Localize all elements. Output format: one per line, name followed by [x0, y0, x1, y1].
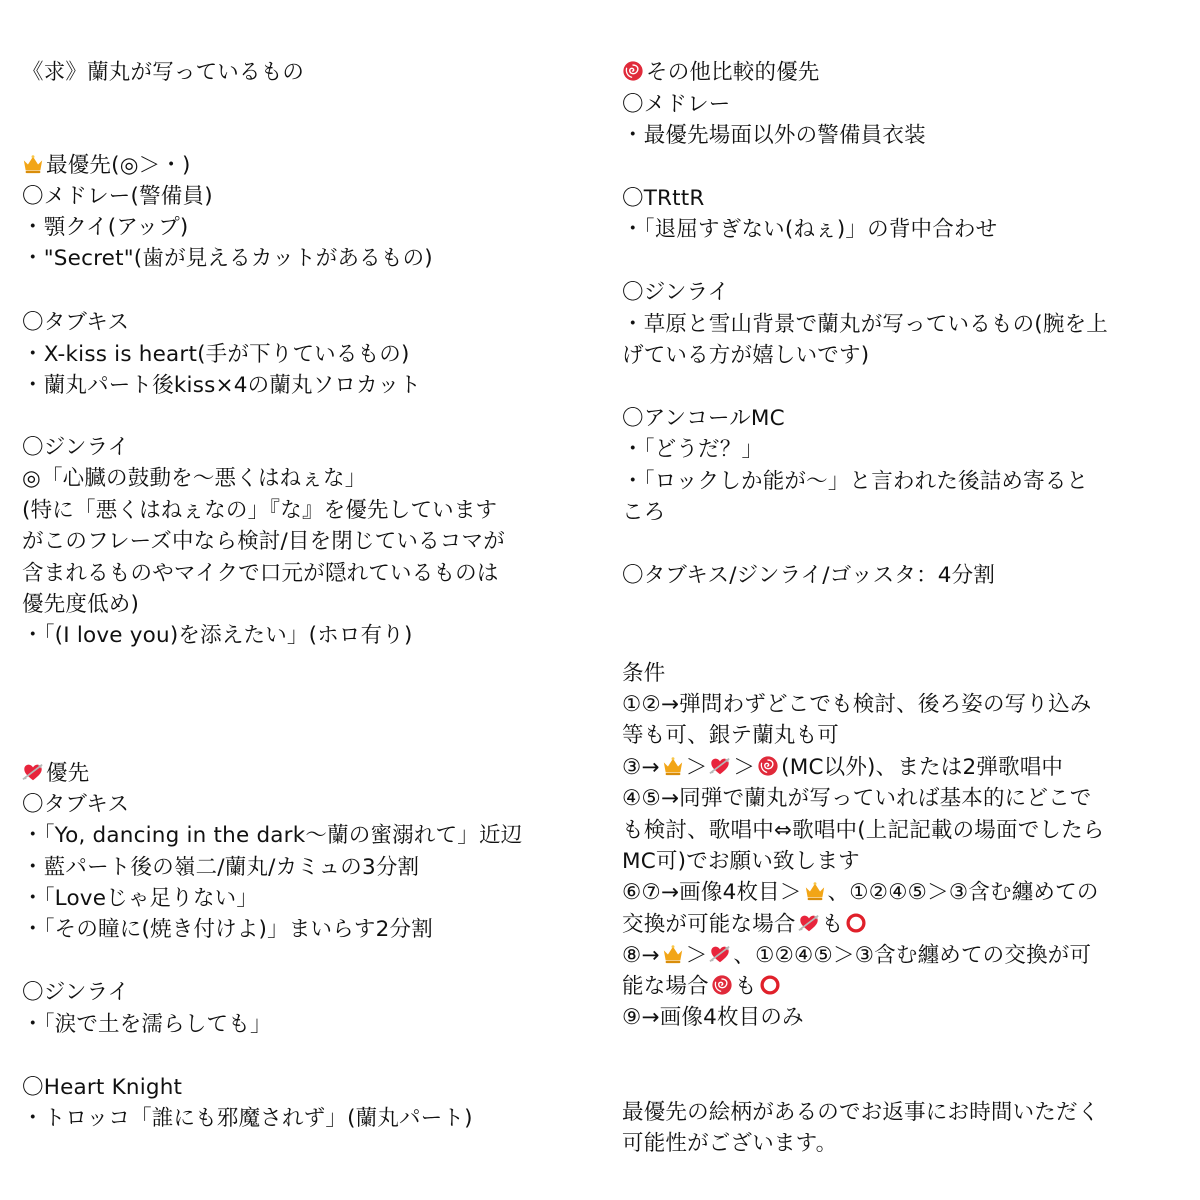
list-item: ・「涙で土を濡らしても」 [22, 1012, 272, 1037]
split-note: 〇タブキス/ジンライ/ゴッスタ：4分割 [622, 563, 996, 588]
section-head: 〇タブキス [22, 792, 130, 817]
text-line: げている方が嬉しいです) [622, 343, 870, 368]
list-item: ・X-kiss is heart(手が下りているもの) [22, 342, 410, 367]
section-head: 〇メドレー [622, 92, 731, 117]
section-head: 〇アンコールMC [622, 406, 785, 431]
heart-arrow-icon [22, 761, 44, 783]
priority-heading [22, 758, 89, 789]
text-line: 優先度低め) [22, 592, 140, 617]
condition-line: MC可)でお願い致します [622, 849, 860, 874]
section-head: 〇ジンライ [622, 280, 730, 305]
text-line: ・「ロックしか能が～」と言われた後詰め寄ると [622, 469, 1089, 494]
condition-line: も検討、歌唱中⇔歌唱中(上記記載の場面でしたら [622, 818, 1105, 843]
text-line: ・草原と雪山背景で蘭丸が写っているもの(腕を上 [622, 312, 1108, 337]
list-item: ・最優先場面以外の警備員衣装 [622, 123, 926, 148]
section-head: 〇TRttR [622, 186, 705, 211]
section-head: 〇ジンライ [22, 435, 130, 460]
condition-text: 、①②④⑤＞③含む纏めての [827, 880, 1099, 905]
condition-8 [622, 940, 1091, 971]
condition-text: も [821, 912, 844, 937]
condition-text: (MC以外)、または2弾歌唱中 [781, 755, 1064, 780]
list-item: ・蘭丸パート後kiss×4の蘭丸ソロカット [22, 373, 422, 398]
list-item: ・トロッコ「誰にも邪魔されず」(蘭丸パート) [22, 1106, 473, 1131]
note-line: 可能性がございます。 [622, 1131, 838, 1156]
section-head: 〇メドレー(警備員) [22, 184, 213, 209]
conditions-heading: 条件 [622, 661, 666, 686]
condition-text: ＞ [733, 755, 756, 780]
note-line: 最優先の絵柄があるのでお返事にお時間いただく [622, 1100, 1100, 1125]
top-priority-heading [22, 150, 191, 181]
crown-icon [804, 880, 826, 902]
text-line: がこのフレーズ中なら検討/目を閉じているコマが [22, 529, 505, 554]
condition-text: ＞ [685, 755, 708, 780]
condition-8-cont [622, 971, 783, 1002]
condition-text: 交換が可能な場合 [622, 912, 796, 937]
condition-6-7 [622, 877, 1099, 908]
rose-icon [622, 60, 644, 82]
text-line: ・「どうだ？」 [622, 437, 764, 462]
list-item: ・「その瞳に(焼き付けよ)」まいらす2分割 [22, 917, 433, 942]
text-line: 含まれるものやマイクで口元が隠れているものは [22, 561, 499, 586]
other-priority-heading-text: その他比較的優先 [646, 60, 820, 85]
condition-text: 、①②④⑤＞③含む纏めての交換が可 [733, 943, 1092, 968]
text-line: ・「(I love you)を添えたい」(ホロ有り) [22, 623, 413, 648]
priority-heading-text: 優先 [46, 761, 90, 786]
crown-icon [662, 943, 684, 965]
condition-line: ①②→弾問わずどこでも検討、後ろ姿の写り込み [622, 692, 1092, 717]
condition-line: ⑨→画像4枚目のみ [622, 1005, 804, 1030]
condition-text: 能な場合 [622, 974, 709, 999]
list-item: ・顎クイ(アップ) [22, 215, 189, 240]
condition-text: ＞ [685, 943, 708, 968]
condition-text: ③→ [622, 755, 660, 780]
list-item: ・藍パート後の嶺二/蘭丸/カミュの3分割 [22, 855, 420, 880]
text-line: ころ [622, 500, 666, 525]
heart-arrow-icon [798, 912, 820, 934]
text-line: ◎「心臓の鼓動を～悪くはねぇな」 [22, 466, 367, 491]
section-head: 〇Heart Knight [22, 1075, 183, 1100]
red-circle-icon [759, 974, 781, 996]
condition-line: 等も可、銀テ蘭丸も可 [622, 723, 840, 748]
condition-text: ⑥⑦→画像4枚目＞ [622, 880, 802, 905]
red-circle-icon [845, 912, 867, 934]
crown-icon [662, 755, 684, 777]
crown-icon [22, 153, 44, 175]
list-item: ・「退屈すぎない(ねぇ)」の背中合わせ [622, 217, 998, 242]
heart-arrow-icon [709, 755, 731, 777]
list-item: ・「Yo, dancing in the dark～蘭の蜜溺れて」近辺 [22, 823, 523, 848]
top-priority-heading-text: 最優先(◎＞・) [46, 153, 191, 178]
condition-3 [622, 752, 1063, 783]
condition-line: ④⑤→同弾で蘭丸が写っていれば基本的にどこで [622, 786, 1092, 811]
rose-icon [757, 755, 779, 777]
list-item: ・「Loveじゃ足りない」 [22, 886, 259, 911]
condition-6-7-cont [622, 909, 869, 940]
condition-text: ⑧→ [622, 943, 660, 968]
page-title: 《求》蘭丸が写っているもの [22, 60, 305, 85]
rose-icon [711, 974, 733, 996]
text-line: (特に「悪くはねぇなの」『な』を優先しています [22, 498, 498, 523]
section-head: 〇ジンライ [22, 980, 130, 1005]
section-head: 〇タブキス [22, 310, 130, 335]
heart-arrow-icon [709, 943, 731, 965]
other-priority-heading [622, 57, 820, 88]
list-item: ・"Secret"(歯が見えるカットがあるもの) [22, 246, 433, 271]
condition-text: も [734, 974, 757, 999]
